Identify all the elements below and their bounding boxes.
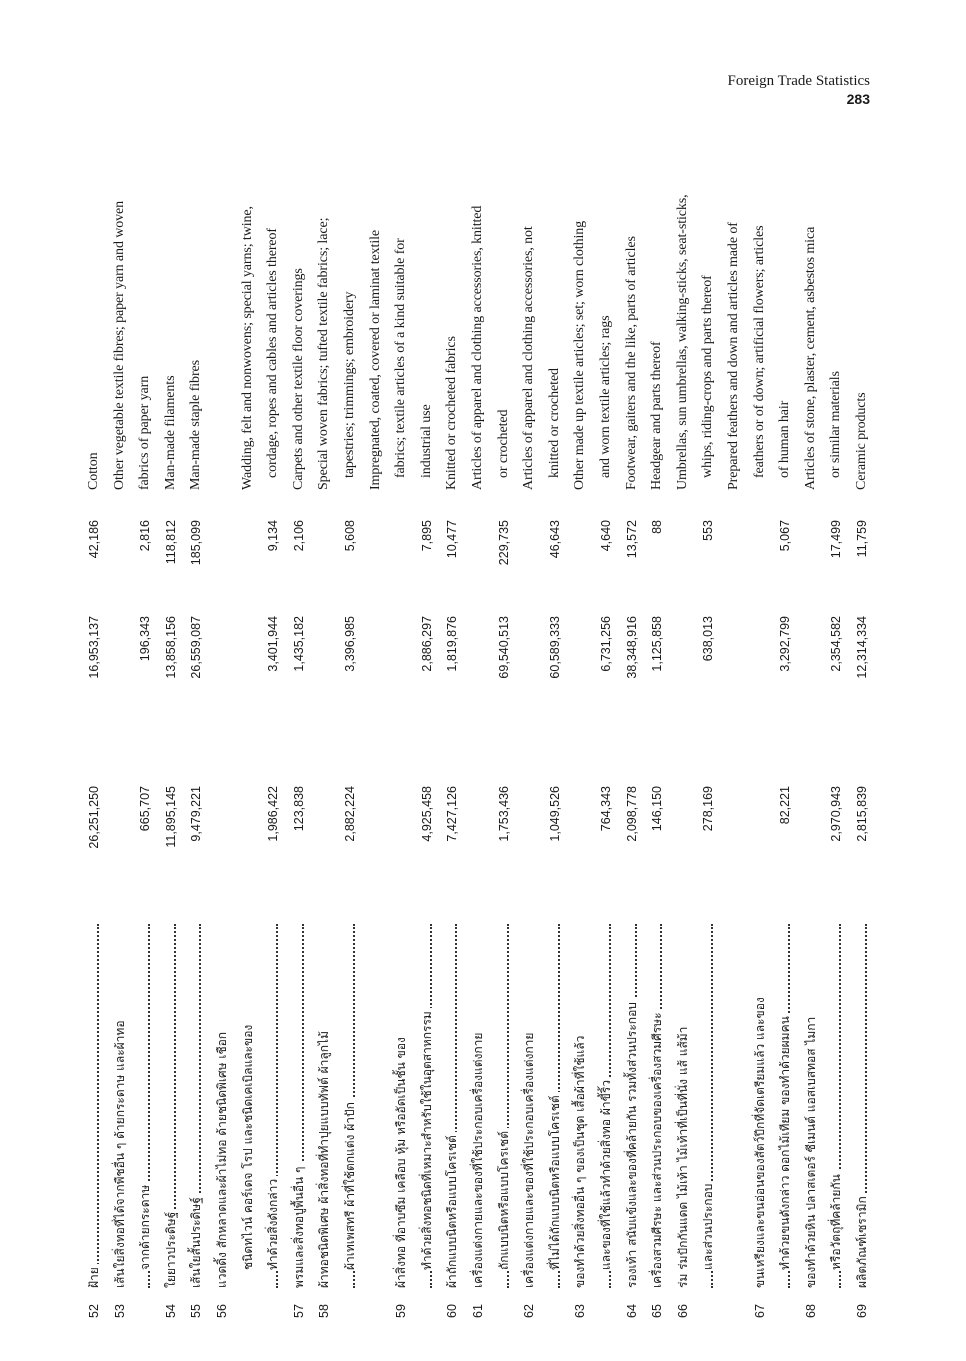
- table-row: [82, 148, 106, 1318]
- table-row: [133, 148, 157, 1318]
- value-column-1: 1,753,436: [496, 786, 511, 842]
- hs-code: 52: [87, 1304, 101, 1318]
- table-row: [338, 148, 362, 1318]
- hs-code: [696, 1292, 720, 1318]
- value-column-3: [364, 520, 388, 606]
- value-column-1: [364, 786, 388, 918]
- value-column-1: 2,882,224: [343, 786, 357, 842]
- thai-description: [364, 924, 388, 1288]
- english-description: Umbrellas, sun umbrellas, walking-sticks, seat-sticks,: [674, 194, 690, 490]
- thai-description-text: จากด้ายกระดาษ: [138, 1182, 152, 1270]
- english-description: Knitted or crocheted fabrics: [444, 336, 460, 490]
- english-description: Prepared feathers and down and articles made of: [726, 222, 741, 490]
- running-title: Foreign Trade Statistics: [727, 73, 870, 89]
- thai-description-text: ทำด้วยขนดังกล่าว ดอกไม้เทียม ของทำด้วยผมคน: [778, 1013, 792, 1270]
- value-column-2: 3,292,799: [778, 616, 793, 672]
- value-column-2: 6,731,256: [599, 616, 613, 672]
- value-column-2: [389, 616, 413, 776]
- value-column-1: 1,049,526: [547, 786, 562, 842]
- hs-code: 60: [445, 1304, 460, 1318]
- english-description: or crocheted: [495, 409, 511, 478]
- table-row: [671, 148, 695, 1318]
- hs-code: [492, 1292, 516, 1318]
- table-row: [517, 148, 541, 1318]
- thai-description-text: ร่ม ร่มปักกันแดด ไม้เท้า ไม้เท้าที่เป็นที่นั่ง แส้ แส้ม้า: [676, 1024, 690, 1288]
- value-column-3: [722, 520, 746, 606]
- thai-description-text: ขนเหรียงและขนอ่อนของสัตว์ปีกที่จัดเตรียมแล้ว และของ: [753, 994, 767, 1288]
- table-row: [389, 148, 413, 1318]
- hs-code: 66: [675, 1304, 690, 1318]
- english-description: industrial use: [418, 404, 434, 478]
- table-row: [568, 148, 592, 1318]
- thai-description-text: เครื่องแต่งกายและของที่ใช้ประกอบเครื่องแต่งกาย: [522, 1030, 536, 1288]
- value-column-3: 553: [701, 520, 716, 541]
- value-column-3: 88: [650, 520, 665, 534]
- value-column-3: 5,067: [778, 520, 793, 552]
- value-column-3: [108, 520, 132, 606]
- thai-description-text: ทำด้วยสิ่งทอชนิดที่เหมาะสำหรับใช้ในอุตสาหกรรม: [420, 1008, 434, 1270]
- thai-description-text: ฝ้าย: [87, 1264, 101, 1288]
- value-column-1: 764,343: [599, 786, 613, 832]
- table-row: [645, 148, 669, 1318]
- table-row: [364, 148, 388, 1318]
- value-column-2: 12,314,334: [855, 616, 869, 679]
- english-description: Other vegetable textile fibres; paper yarn and woven: [111, 200, 127, 490]
- thai-description: [338, 924, 362, 1288]
- english-description: Headgear and parts thereof: [649, 341, 665, 490]
- value-column-2: [466, 616, 490, 776]
- thai-description-text: รองเท้า สนับแข้งและของที่คล้ายกัน รวมทั้งส่วนประกอบ: [625, 999, 639, 1288]
- value-column-2: 1,125,858: [650, 616, 665, 672]
- value-column-1: [671, 786, 695, 918]
- thai-description-text: ถักแบบนิตหรือแบบโครเชต์: [497, 1128, 511, 1270]
- value-column-1: [312, 786, 336, 918]
- thai-description-text: ของทำด้วยสิ่งทออื่น ๆ ของเป็นชุด เสื้อผ้าที่ใช้แล้ว: [573, 1033, 587, 1288]
- trade-table: [82, 148, 882, 1318]
- value-column-1: 11,895,145: [163, 786, 178, 848]
- value-column-2: 196,343: [138, 616, 153, 662]
- value-column-2: 69,540,513: [496, 616, 511, 679]
- value-column-2: 1,435,182: [291, 616, 306, 672]
- thai-description: [799, 924, 823, 1288]
- english-description: feathers or of down; artificial flowers; articles: [751, 225, 767, 478]
- thai-description-text: เครื่องแต่งกายและของที่ใช้ประกอบเครื่องแต่งกาย: [471, 1030, 485, 1288]
- value-column-1: [517, 786, 541, 918]
- english-description: Carpets and other textile floor coverings: [290, 268, 306, 490]
- hs-code: 69: [855, 1304, 869, 1318]
- thai-description: [568, 924, 592, 1288]
- thai-description: [133, 924, 157, 1288]
- table-row: [159, 148, 183, 1318]
- value-column-2: [364, 616, 388, 776]
- english-description: fabrics; textile articles of a kind suitable for: [393, 238, 409, 478]
- thai-description-text: ผ้าเทเพสทรี ผ้าที่ใช้ตกแต่ง ผ้าปัก: [343, 1099, 357, 1270]
- table-row: [415, 148, 439, 1318]
- value-column-1: 2,815,839: [855, 786, 869, 842]
- english-description: tapestries; trimmings; embroidery: [342, 291, 357, 478]
- table-row: [620, 148, 644, 1318]
- thai-description-text: ชนิดทไวน์ คอร์เดจ โรป และชนิดเคเบิลและของ: [241, 1022, 255, 1270]
- hs-code: [364, 1292, 388, 1318]
- hs-code: [236, 1292, 260, 1318]
- value-column-3: 17,499: [829, 520, 844, 559]
- thai-description-text: ผ้าทอชนิดพิเศษ ผ้าสิ่งทอที่ทำปุยแบบทัฟต์ ผ้าลูกไม้: [317, 1028, 331, 1288]
- english-description: Ceramic products: [854, 392, 869, 490]
- value-column-1: 278,169: [701, 786, 716, 832]
- value-column-2: 13,858,156: [163, 616, 178, 679]
- table-row: [824, 148, 848, 1318]
- thai-description: [850, 924, 874, 1288]
- english-description: and worn textile articles; rags: [598, 315, 613, 478]
- hs-code: [722, 1292, 746, 1318]
- value-column-2: [210, 616, 234, 776]
- value-column-3: 11,759: [855, 520, 869, 558]
- value-column-3: [389, 520, 413, 606]
- value-column-1: [108, 786, 132, 918]
- value-column-1: [389, 786, 413, 918]
- english-description: Articles of stone, plaster, cement, asbestos mica: [802, 226, 818, 490]
- english-description: knitted or crocheted: [546, 368, 562, 478]
- value-column-3: 42,186: [87, 520, 101, 559]
- english-description: fabrics of paper yarn: [137, 375, 153, 490]
- value-column-3: 229,735: [496, 520, 511, 566]
- thai-description-text: แวดดิ้ง สักหลาดและผ้าไม่ทอ ด้ายชนิดพิเศษ เชือก: [215, 1029, 229, 1288]
- value-column-3: [312, 520, 336, 606]
- thai-description: [773, 924, 797, 1288]
- value-column-1: [466, 786, 490, 918]
- hs-code: 59: [394, 1304, 409, 1318]
- table-row: [594, 148, 618, 1318]
- hs-code: [133, 1292, 157, 1318]
- table-row: [236, 148, 260, 1318]
- value-column-3: 185,099: [189, 520, 204, 566]
- table-row: [722, 148, 746, 1318]
- hs-code: 65: [650, 1304, 665, 1318]
- thai-description: [440, 924, 464, 1288]
- value-column-1: [748, 786, 772, 918]
- english-description: Man-made staple fibres: [188, 360, 204, 490]
- value-column-1: [722, 786, 746, 918]
- thai-description: [748, 924, 772, 1288]
- thai-description: [645, 924, 669, 1288]
- value-column-2: 16,953,137: [87, 616, 101, 679]
- page-number: 283: [846, 90, 870, 107]
- value-column-1: 7,427,126: [445, 786, 460, 842]
- value-column-2: [671, 616, 695, 776]
- value-column-1: [568, 786, 592, 918]
- value-column-2: [517, 616, 541, 776]
- value-column-2: [748, 616, 772, 776]
- page-header: [727, 72, 870, 108]
- thai-description-text: เครื่องสวมศีรษะ และส่วนประกอบของเครื่องสวมศีรษะ: [650, 1009, 664, 1288]
- hs-code: 58: [317, 1304, 332, 1318]
- value-column-1: 4,925,458: [419, 786, 434, 842]
- value-column-3: [517, 520, 541, 606]
- value-column-3: 4,640: [599, 520, 613, 552]
- thai-description-text: ทำด้วยสิ่งดังกล่าว: [266, 1176, 280, 1270]
- thai-description-text: เส้นใยสั้นประดิษฐ์: [189, 1194, 203, 1288]
- thai-description: [287, 924, 311, 1288]
- value-column-2: [236, 616, 260, 776]
- table-row: [696, 148, 720, 1318]
- thai-description: [543, 924, 567, 1288]
- value-column-1: 2,098,778: [624, 786, 639, 842]
- hs-code: 68: [803, 1304, 818, 1318]
- thai-description-text: ผ้าสิ่งทอ ที่อาบซึม เคลือบ หุ้ม หรืออัดเป็นชั้น ของ: [394, 1034, 408, 1288]
- value-column-3: 13,572: [624, 520, 639, 559]
- hs-code: 54: [163, 1304, 178, 1318]
- value-column-3: 2,106: [291, 520, 306, 552]
- value-column-2: [799, 616, 823, 776]
- value-column-2: [568, 616, 592, 776]
- value-column-3: 7,895: [419, 520, 434, 552]
- table-row: [850, 148, 874, 1318]
- value-column-2: [108, 616, 132, 776]
- value-column-2: 1,819,876: [445, 616, 460, 672]
- hs-code: [261, 1292, 285, 1318]
- thai-description: [696, 924, 720, 1288]
- value-column-2: 60,589,333: [547, 616, 562, 679]
- thai-description: [159, 924, 183, 1288]
- hs-code: 57: [291, 1304, 306, 1318]
- thai-description: [620, 924, 644, 1288]
- value-column-3: [748, 520, 772, 606]
- value-column-2: 638,013: [701, 616, 716, 662]
- thai-description: [108, 924, 132, 1288]
- thai-description: [312, 924, 336, 1288]
- thai-description: [671, 924, 695, 1288]
- hs-code: 67: [752, 1304, 767, 1318]
- thai-description-text: [369, 1285, 383, 1288]
- thai-description: [261, 924, 285, 1288]
- english-description: Special woven fabrics; tufted textile fabrics; lace;: [316, 217, 332, 490]
- thai-description: [82, 924, 106, 1288]
- value-column-1: [799, 786, 823, 918]
- thai-description-text: และส่วนประกอบ: [701, 1181, 715, 1270]
- value-column-1: [210, 786, 234, 918]
- thai-description: [184, 924, 208, 1288]
- hs-code: 64: [624, 1304, 639, 1318]
- value-column-3: 2,816: [138, 520, 153, 552]
- table-row: [543, 148, 567, 1318]
- english-description: Other made up textile articles; set; worn clothing: [572, 220, 588, 490]
- english-description: Articles of apparel and clothing accessories, knitted: [470, 205, 485, 490]
- thai-description-text: ของทำด้วยหิน ปลาสเตอร์ ซีเมนต์ แอสเบสทอส ไมกา: [804, 1014, 818, 1288]
- hs-code: 61: [471, 1304, 485, 1318]
- english-description: or similar materials: [828, 371, 844, 478]
- value-column-3: 10,477: [445, 520, 460, 559]
- thai-description: [389, 924, 413, 1288]
- thai-description: [824, 924, 848, 1288]
- hs-code: 55: [189, 1304, 204, 1318]
- thai-description: [415, 924, 439, 1288]
- english-description: cordage, ropes and cables and articles thereof: [265, 228, 281, 478]
- thai-description-text: หรือวัตถุที่คล้ายกัน: [829, 1171, 843, 1270]
- table-row: [261, 148, 285, 1318]
- thai-description-text: [727, 1285, 741, 1288]
- table-row: [210, 148, 234, 1318]
- thai-description: [722, 924, 746, 1288]
- value-column-3: [466, 520, 490, 606]
- value-column-2: 3,401,944: [266, 616, 281, 672]
- value-column-3: [210, 520, 234, 606]
- hs-code: [594, 1292, 618, 1318]
- thai-description: [594, 924, 618, 1288]
- table-row: [184, 148, 208, 1318]
- hs-code: [338, 1292, 362, 1318]
- table-row: [492, 148, 516, 1318]
- value-column-2: [312, 616, 336, 776]
- thai-description-text: ที่ไม่ได้ถักแบบนิตหรือแบบโครเชต์: [548, 1092, 562, 1270]
- value-column-3: 46,643: [547, 520, 562, 559]
- thai-description-text: ผลิตภัณฑ์เซรามิก: [855, 1193, 869, 1288]
- english-description: Footwear, gaiters and the like, parts of articles: [623, 236, 639, 490]
- value-column-1: 123,838: [291, 786, 306, 832]
- value-column-1: 1,986,422: [266, 786, 281, 842]
- value-column-2: 3,396,985: [343, 616, 357, 672]
- hs-code: [824, 1292, 848, 1318]
- table-row: [287, 148, 311, 1318]
- value-column-3: 118,812: [163, 520, 178, 565]
- hs-code: 63: [573, 1304, 588, 1318]
- thai-description-text: พรมและสิ่งทอปูพื้นอื่น ๆ: [292, 1164, 306, 1289]
- table-row: [466, 148, 490, 1318]
- value-column-1: [236, 786, 260, 918]
- thai-description: [466, 924, 490, 1288]
- hs-code: 62: [522, 1304, 537, 1318]
- value-column-2: [722, 616, 746, 776]
- english-description: whips, riding-crops and parts thereof: [700, 275, 716, 478]
- table-row: [312, 148, 336, 1318]
- value-column-3: [799, 520, 823, 606]
- hs-code: 56: [215, 1304, 229, 1318]
- value-column-1: 26,251,250: [87, 786, 101, 849]
- thai-description: [210, 924, 234, 1288]
- english-description: Impregnated, coated, covered or laminat textile: [367, 229, 383, 490]
- hs-code: [415, 1292, 439, 1318]
- thai-description-text: เส้นใยสิ่งทอที่ได้จากพืชอื่น ๆ ด้ายกระดาษ และผ้าทอ: [113, 1017, 127, 1288]
- english-description: Man-made filaments: [162, 375, 178, 490]
- table-row: [108, 148, 132, 1318]
- english-description: Wadding, felt and nonwovens; special yarns; twine,: [239, 206, 255, 490]
- value-column-3: [671, 520, 695, 606]
- table-row: [440, 148, 464, 1318]
- table-row: [748, 148, 772, 1318]
- value-column-2: 2,354,582: [829, 616, 844, 672]
- value-column-1: 9,479,221: [189, 786, 204, 842]
- value-column-1: 146,150: [650, 786, 665, 832]
- value-column-2: 2,886,297: [419, 616, 434, 672]
- thai-description: [517, 924, 541, 1288]
- english-description: Cotton: [86, 452, 101, 490]
- english-description: Articles of apparel and clothing accessories, not: [521, 226, 537, 490]
- value-column-2: 26,559,087: [189, 616, 204, 679]
- value-column-3: 5,608: [343, 520, 357, 552]
- hs-code: [543, 1292, 567, 1318]
- value-column-1: 2,970,943: [829, 786, 844, 842]
- hs-code: 53: [112, 1304, 127, 1318]
- table-row: [773, 148, 797, 1318]
- thai-description: [236, 924, 260, 1288]
- table-row: [799, 148, 823, 1318]
- english-description: of human hair: [777, 400, 793, 478]
- thai-description-text: ใยยาวประดิษฐ์: [164, 1209, 178, 1288]
- value-column-3: [236, 520, 260, 606]
- english-description: [210, 148, 234, 490]
- value-column-1: 665,707: [138, 786, 153, 832]
- value-column-2: 38,348,916: [624, 616, 639, 679]
- value-column-1: 82,221: [778, 786, 793, 825]
- thai-description-text: ผ้าถักแบบนิตหรือแบบโครเชต์: [445, 1132, 459, 1288]
- thai-description-text: และของที่ใช้แล้วทำด้วยสิ่งทอ ผ้าขี้ริ้ว: [599, 1077, 613, 1270]
- value-column-3: 9,134: [266, 520, 281, 552]
- thai-description: [492, 924, 516, 1288]
- value-column-3: [568, 520, 592, 606]
- hs-code: [773, 1292, 797, 1318]
